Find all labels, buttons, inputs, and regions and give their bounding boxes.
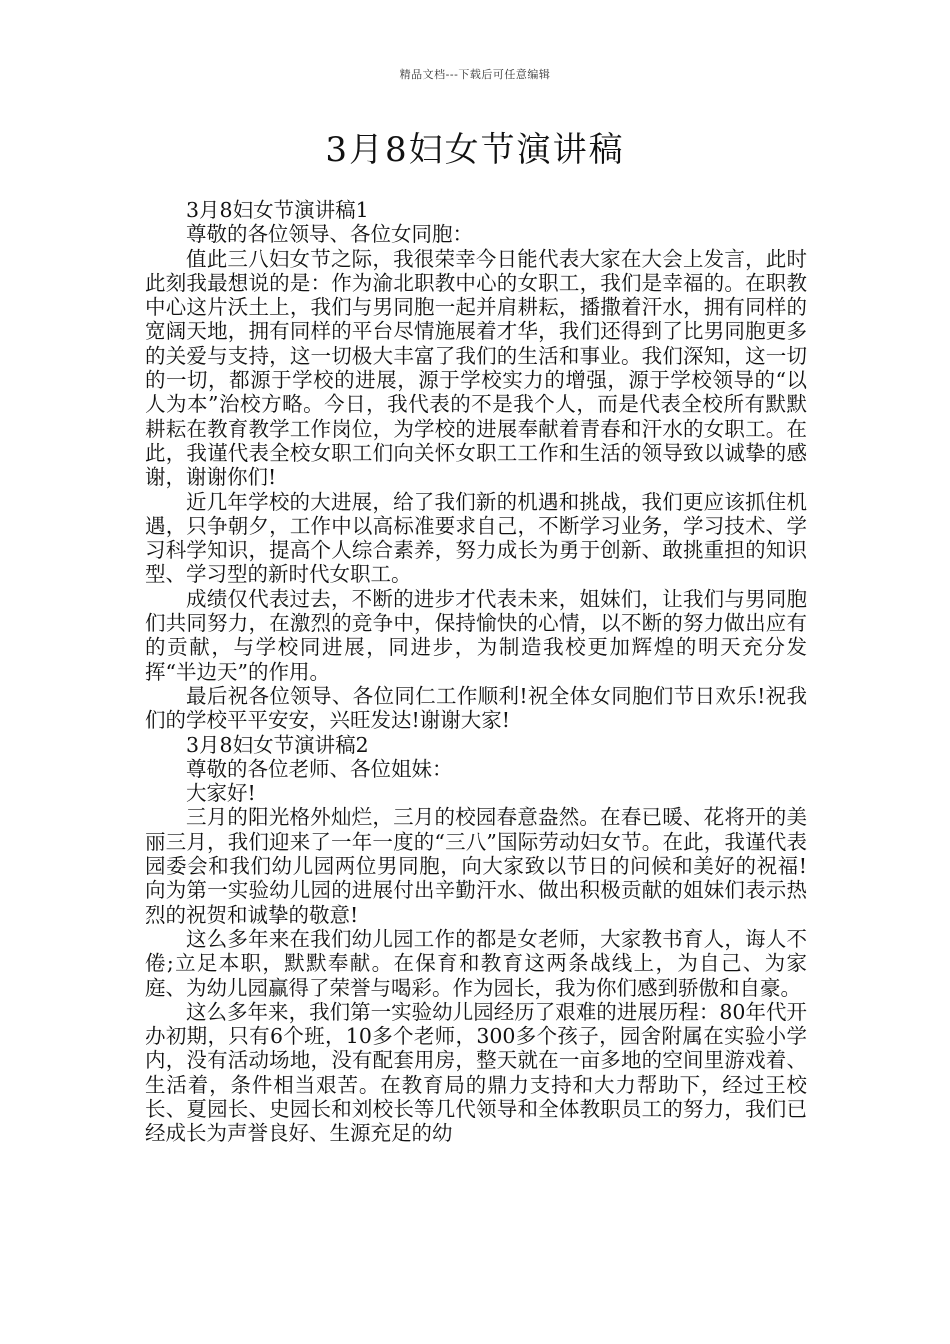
section-heading-1: 3月8妇女节演讲稿1 [186,198,369,222]
body-paragraph: 近几年学校的大进展，给了我们新的机遇和挑战，我们更应该抓住机遇，只争朝夕，工作中以高标准要求自己，不断学习业务，学习技术、学习科学知识，提高个人综合素养，努力成长为勇于创新、敢挑重担的知识型、学习型的新时代女职工。 [145,489,807,587]
closing-paragraph-1: 最后祝各位领导、各位同仁工作顺利!祝全体女同胞们节日欢乐!祝我们的学校平平安安，兴旺发达!谢谢大家! [145,683,807,733]
section-heading-2: 3月8妇女节演讲稿2 [186,732,369,757]
greeting: 大家好! [186,781,256,806]
body-paragraph: 三月的阳光格外灿烂，三月的校园春意盎然。在春已暖、花将开的美丽三月，我们迎来了一年一度的“三八”国际劳动妇女节。在此，我谨代表园委会和我们幼儿园两位男同胞，向大家致以节日的问候和美好的祝福!向为第一实验幼儿园的进展付出辛勤汗水、做出积极贡献的姐妹们表示热烈的祝贺和诚挚的敬意! [145,805,807,927]
body-paragraph: 这么多年来，我们第一实验幼儿园经历了艰难的进展历程：80年代开办初期，只有6个班，10多个老师，300多个孩子，园舍附属在实验小学内，没有活动场地，没有配套用房，整天就在一亩多地的空间里游戏着、生活着，条件相当艰苦。在教育局的鼎力支持和大力帮助下，经过王校长、夏园长、史园长和刘校长等几代领导和全体教职员工的努力，我们已经成长为声誉良好、生源充足的幼 [145,999,807,1146]
body-paragraph: 成绩仅代表过去，不断的进步才代表未来，姐妹们，让我们与男同胞们共同努力，在激烈的竞争中，保持愉快的心情，以不断的努力做出应有的贡献，与学校同进展，同进步，为制造我校更加辉煌的明天充分发挥“半边天”的作用。 [145,586,807,684]
body-paragraph: 值此三八妇女节之际，我很荣幸今日能代表大家在大会上发言，此时此刻我最想说的是：作为渝北职教中心的女职工，我们是幸福的。在职教中心这片沃土上，我们与男同胞一起并肩耕耘，播撒着汗水，拥有同样的宽阔天地，拥有同样的平台尽情施展着才华，我们还得到了比男同胞更多的关爱与支持，这一切极大丰富了我们的生活和事业。我们深知，这一切的一切，都源于学校的进展，源于学校实力的增强，源于学校领导的“以人为本”治校方略。今日，我代表的不是我个人，而是代表全校所有默默耕耘在教育教学工作岗位，为学校的进展奉献着青春和汗水的女职工。在此，我谨代表全校女职工们向关怀女职工工作和生活的领导致以诚挚的感谢，谢谢你们! [145,246,807,490]
document-body [145,198,807,1146]
document-title: 3月8妇女节演讲稿 [325,130,625,170]
salutation-1: 尊敬的各位领导、各位女同胞： [186,222,473,247]
page-header-note: 精品文档---下载后可任意编辑 [399,68,551,81]
body-paragraph: 这么多年来在我们幼儿园工作的都是女老师，大家教书育人，诲人不倦;立足本职，默默奉献。在保育和教育这两条战线上，为自己、为家庭、为幼儿园赢得了荣誉与喝彩。作为园长，我为你们感到骄傲和自豪。 [145,926,807,1000]
salutation-2: 尊敬的各位老师、各位姐妹： [186,756,453,781]
